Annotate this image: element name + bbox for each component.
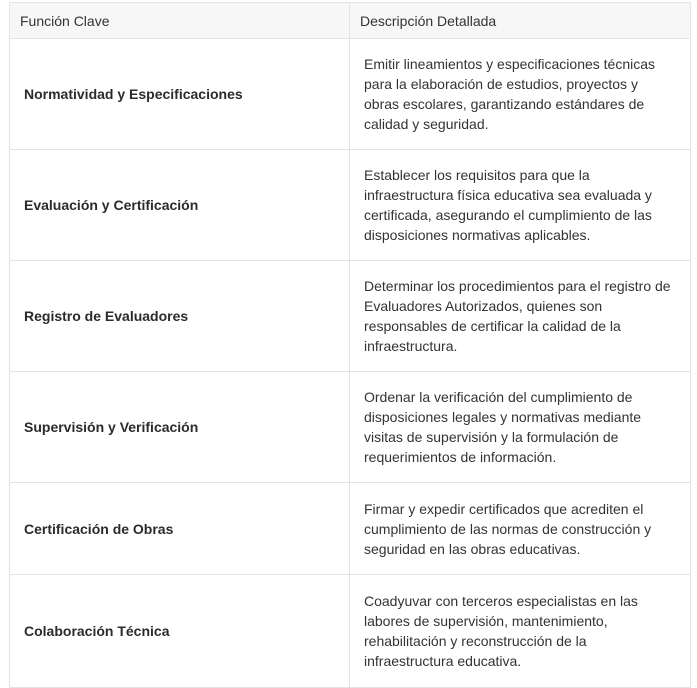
function-cell: Normatividad y Especificaciones (10, 39, 350, 150)
description-cell: Ordenar la verificación del cumplimiento de disposiciones legales y normativas mediante visitas de supervisión y la formulación de requerimientos de información. (350, 372, 691, 483)
description-cell: Determinar los procedimientos para el registro de Evaluadores Autorizados, quienes son responsables de certificar la calidad de la infraestructura. (350, 261, 691, 372)
function-cell: Evaluación y Certificación (10, 150, 350, 261)
table-row (10, 575, 691, 688)
table-row (10, 372, 691, 483)
function-cell: Registro de Evaluadores (10, 261, 350, 372)
table-row (10, 150, 691, 261)
header-description: Descripción Detallada (350, 3, 691, 39)
header-function: Función Clave (10, 3, 350, 39)
description-cell: Firmar y expedir certificados que acrediten el cumplimiento de las normas de construcción y seguridad en las obras educativas. (350, 483, 691, 575)
table-header-row (10, 3, 691, 39)
function-cell: Colaboración Técnica (10, 575, 350, 688)
description-cell: Emitir lineamientos y especificaciones técnicas para la elaboración de estudios, proyectos y obras escolares, garantizando estándares de calidad y seguridad. (350, 39, 691, 150)
table-row (10, 261, 691, 372)
table-row (10, 39, 691, 150)
functions-table (9, 2, 691, 688)
function-cell: Certificación de Obras (10, 483, 350, 575)
description-cell: Coadyuvar con terceros especialistas en las labores de supervisión, mantenimiento, rehabilitación y reconstrucción de la infraestructura educativa. (350, 575, 691, 688)
functions-table-container (9, 2, 690, 688)
function-cell: Supervisión y Verificación (10, 372, 350, 483)
description-cell: Establecer los requisitos para que la infraestructura física educativa sea evaluada y certificada, asegurando el cumplimiento de las disposiciones normativas aplicables. (350, 150, 691, 261)
table-row (10, 483, 691, 575)
